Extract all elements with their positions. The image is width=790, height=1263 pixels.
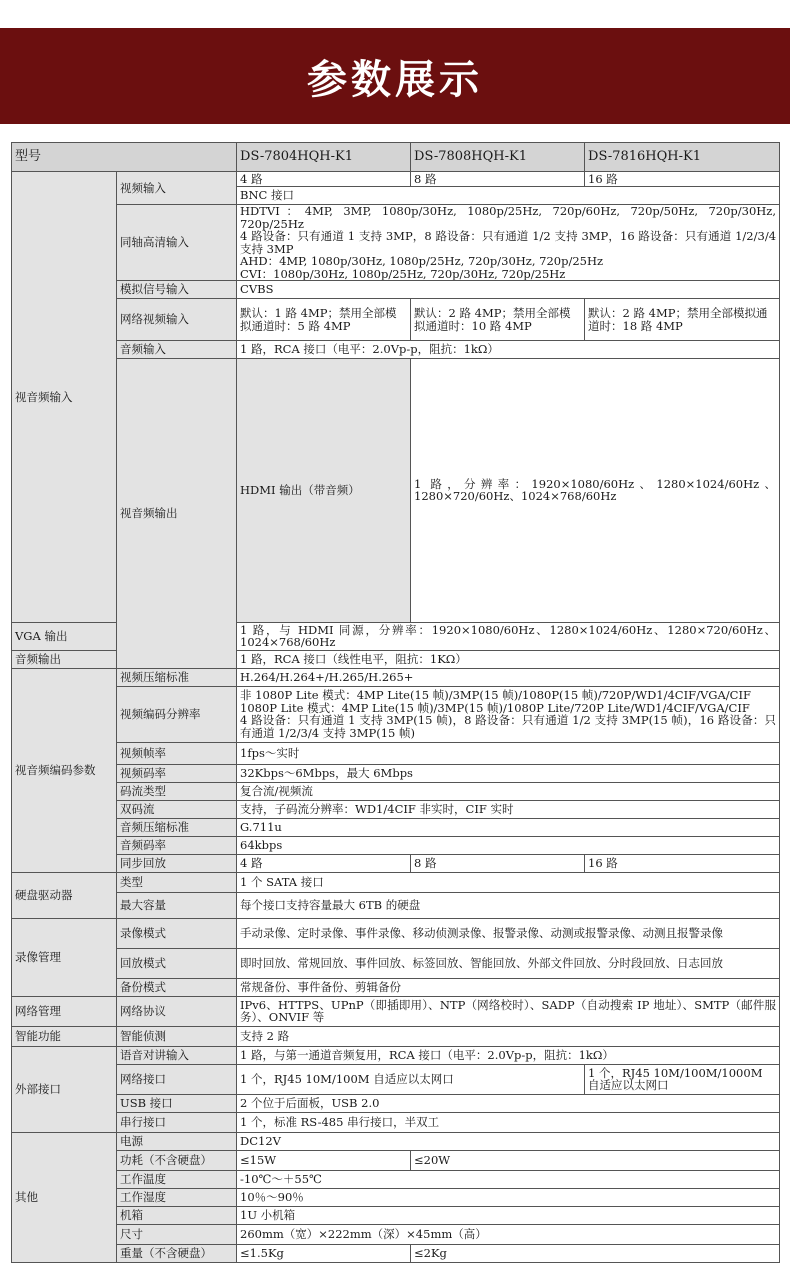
item-chassis: 机箱 <box>117 1206 237 1224</box>
cell: H.264/H.264+/H.265/H.265+ <box>237 668 780 686</box>
cell: 默认：2 路 4MP；禁用全部模拟通道时：18 路 4MP <box>585 299 780 341</box>
table-row <box>12 1150 780 1170</box>
cell: 1 个，标准 RS-485 串行接口，半双工 <box>237 1112 780 1132</box>
group-network: 网络管理 <box>12 996 117 1026</box>
text-line: 非 1080P Lite 模式：4MP Lite(15 帧)/3MP(15 帧)/1080P(15 帧)/720P/WD1/4CIF/VGA/CIF <box>240 688 751 702</box>
cell: 64kbps <box>237 836 780 854</box>
item-audio-bitrate: 音频码率 <box>117 836 237 854</box>
table-row <box>12 172 780 187</box>
group-other: 其他 <box>12 1132 117 1262</box>
table-row <box>12 1112 780 1132</box>
group-smart: 智能功能 <box>12 1026 117 1046</box>
table-row <box>12 836 780 854</box>
spec-table <box>11 142 780 1263</box>
cell: 支持 2 路 <box>237 1026 780 1046</box>
item-audio-input: 音频输入 <box>117 341 237 359</box>
table-row <box>12 341 780 359</box>
cell: 8 路 <box>411 172 585 187</box>
cell: G.711u <box>237 818 780 836</box>
item-compression: 视频压缩标准 <box>117 668 237 686</box>
cell: 手动录像、定时录像、事件录像、移动侦测录像、报警录像、动测或报警录像、动测且报警录像 <box>237 918 780 948</box>
item-hdd-type: 类型 <box>117 872 237 892</box>
table-row <box>12 800 780 818</box>
cell: 8 路 <box>411 854 585 872</box>
table-row <box>12 892 780 918</box>
item-network-port: 网络接口 <box>117 1064 237 1094</box>
item-sync-playback: 同步回放 <box>117 854 237 872</box>
cell: 4 路 <box>237 854 411 872</box>
table-row <box>12 818 780 836</box>
cell: BNC 接口 <box>237 187 780 205</box>
cell: 1 个，RJ45 10M/100M/1000M 自适应以太网口 <box>585 1064 780 1094</box>
group-codec: 视音频编码参数 <box>12 668 117 872</box>
item-analog-input: 模拟信号输入 <box>117 281 237 299</box>
item-coax-input: 同轴高清输入 <box>117 205 237 281</box>
cell: ≤1.5Kg <box>237 1244 411 1262</box>
cell: 4 路 <box>237 172 411 187</box>
cell: ≤2Kg <box>411 1244 780 1262</box>
cell: 1 个 SATA 接口 <box>237 872 780 892</box>
cell: IPv6、HTTPS、UPnP（即插即用）、NTP（网络校时）、SADP（自动搜索 IP 地址）、SMTP（邮件服务）、ONVIF 等 <box>237 996 780 1026</box>
item-hdmi: HDMI 输出（带音频） <box>237 359 411 623</box>
cell: 即时回放、常规回放、事件回放、标签回放、智能回放、外部文件回放、分时段回放、日志回放 <box>237 948 780 978</box>
text-line: CVI：1080p/30Hz, 1080p/25Hz, 720p/30Hz, 720p/25Hz <box>240 266 566 281</box>
item-network-protocol: 网络协议 <box>117 996 237 1026</box>
item-audio-output: 音频输出 <box>12 650 117 668</box>
table-row <box>12 668 780 686</box>
table-row <box>12 281 780 299</box>
table-row <box>12 1132 780 1150</box>
table-row <box>12 996 780 1026</box>
cell: ≤15W <box>237 1150 411 1170</box>
cell: 每个接口支持容量最大 6TB 的硬盘 <box>237 892 780 918</box>
cell: 1 路，RCA 接口（线性电平，阻抗：1KΩ） <box>237 650 780 668</box>
header-model-2: DS-7808HQH-K1 <box>411 143 585 172</box>
item-serial: 串行接口 <box>117 1112 237 1132</box>
group-hdd: 硬盘驱动器 <box>12 872 117 918</box>
table-row <box>12 205 780 281</box>
cell: 支持，子码流分辨率：WD1/4CIF 非实时，CIF 实时 <box>237 800 780 818</box>
item-encode-resolution: 视频编码分辨率 <box>117 686 237 742</box>
group-external: 外部接口 <box>12 1046 117 1132</box>
item-audio-compression: 音频压缩标准 <box>117 818 237 836</box>
cell: 1fps～实时 <box>237 742 780 764</box>
table-row <box>12 918 780 948</box>
cell: 1 路，RCA 接口（电平：2.0Vp-p，阻抗：1kΩ） <box>237 341 780 359</box>
text-line: 4 路设备：只有通道 1 支持 3MP(15 帧)，8 路设备：只有通道 1/2 支持 3MP(15 帧)，16 路设备：只有通道 1/2/3/4 支持 3MP(15 帧) <box>240 713 777 740</box>
group-av-input: 视音频输入 <box>12 172 117 623</box>
header-model: 型号 <box>12 143 237 172</box>
cell: -10℃～＋55℃ <box>237 1170 780 1188</box>
cell: 1U 小机箱 <box>237 1206 780 1224</box>
table-row <box>12 1244 780 1262</box>
cell: 1 路，与 HDMI 同源，分辨率：1920×1080/60Hz、1280×1024/60Hz、1280×720/60Hz、1024×768/60Hz <box>237 622 780 650</box>
table-row <box>12 1094 780 1112</box>
table-row <box>12 854 780 872</box>
item-frame-rate: 视频帧率 <box>117 742 237 764</box>
cell: ≤20W <box>411 1150 780 1170</box>
cell: 2 个位于后面板，USB 2.0 <box>237 1094 780 1112</box>
title-banner <box>0 28 790 124</box>
table-row <box>12 1188 780 1206</box>
cell: 10％～90％ <box>237 1188 780 1206</box>
text-line: AHD：4MP, 1080p/30Hz, 1080p/25Hz, 720p/30Hz, 720p/25Hz <box>240 254 604 268</box>
cell: 1 路，分辨率：1920×1080/60Hz、1280×1024/60Hz、1280×720/60Hz、1024×768/60Hz <box>411 359 780 623</box>
table-row <box>12 782 780 800</box>
table-row <box>12 1206 780 1224</box>
table-row <box>12 1046 780 1064</box>
cell: 默认：2 路 4MP；禁用全部模拟通道时：10 路 4MP <box>411 299 585 341</box>
page-title: 参数展示 <box>307 56 483 103</box>
table-row <box>12 299 780 341</box>
item-weight: 重量（不含硬盘） <box>117 1244 237 1262</box>
item-humidity: 工作湿度 <box>117 1188 237 1206</box>
table-row <box>12 1170 780 1188</box>
item-temperature: 工作温度 <box>117 1170 237 1188</box>
text-line: 4 路设备：只有通道 1 支持 3MP，8 路设备：只有通道 1/2 支持 3MP，16 路设备：只有通道 1/2/3/4 支持 3MP <box>240 229 777 256</box>
item-dimensions: 尺寸 <box>117 1224 237 1244</box>
text-line: HDTVI：4MP, 3MP, 1080p/30Hz, 1080p/25Hz, 720p/60Hz, 720p/50Hz, 720p/30Hz, 720p/25Hz <box>240 204 777 231</box>
group-av-output: 视音频输出 <box>117 359 237 669</box>
cell: 1 个，RJ45 10M/100M 自适应以太网口 <box>237 1064 585 1094</box>
item-playback-mode: 回放模式 <box>117 948 237 978</box>
cell: CVBS <box>237 281 780 299</box>
header-model-3: DS-7816HQH-K1 <box>585 143 780 172</box>
table-row <box>12 686 780 742</box>
table-row <box>12 1026 780 1046</box>
item-consumption: 功耗（不含硬盘） <box>117 1150 237 1170</box>
table-row <box>12 872 780 892</box>
item-usb: USB 接口 <box>117 1094 237 1112</box>
item-max-capacity: 最大容量 <box>117 892 237 918</box>
cell: 16 路 <box>585 172 780 187</box>
table-row <box>12 742 780 764</box>
item-video-bitrate: 视频码率 <box>117 764 237 782</box>
cell: 260mm（宽）×222mm（深）×45mm（高） <box>237 1224 780 1244</box>
table-row <box>12 359 780 623</box>
cell: 32Kbps～6Mbps，最大 6Mbps <box>237 764 780 782</box>
item-power: 电源 <box>117 1132 237 1150</box>
item-video-input: 视频输入 <box>117 172 237 205</box>
cell: 常规备份、事件备份、剪辑备份 <box>237 978 780 996</box>
cell-resolution <box>237 686 780 742</box>
cell: DC12V <box>237 1132 780 1150</box>
cell: 复合流/视频流 <box>237 782 780 800</box>
item-vga: VGA 输出 <box>12 622 117 650</box>
item-smart-detect: 智能侦测 <box>117 1026 237 1046</box>
group-recording: 录像管理 <box>12 918 117 996</box>
table-header-row <box>12 143 780 172</box>
item-stream-type: 码流类型 <box>117 782 237 800</box>
cell: 16 路 <box>585 854 780 872</box>
cell: 1 路，与第一通道音频复用，RCA 接口（电平：2.0Vp-p，阻抗：1kΩ） <box>237 1046 780 1064</box>
table-row <box>12 1064 780 1094</box>
item-ip-video: 网络视频输入 <box>117 299 237 341</box>
item-dual-stream: 双码流 <box>117 800 237 818</box>
table-row <box>12 1224 780 1244</box>
cell: 默认：1 路 4MP；禁用全部模拟通道时：5 路 4MP <box>237 299 411 341</box>
item-backup-mode: 备份模式 <box>117 978 237 996</box>
table-row <box>12 948 780 978</box>
header-model-1: DS-7804HQH-K1 <box>237 143 411 172</box>
item-talk-input: 语音对讲输入 <box>117 1046 237 1064</box>
text-line: 1080P Lite 模式：4MP Lite(15 帧)/3MP(15 帧)/1080P Lite/720P Lite/WD1/4CIF/VGA/CIF <box>240 700 750 715</box>
cell-coax <box>237 205 780 281</box>
item-record-mode: 录像模式 <box>117 918 237 948</box>
table-row <box>12 764 780 782</box>
table-row <box>12 978 780 996</box>
